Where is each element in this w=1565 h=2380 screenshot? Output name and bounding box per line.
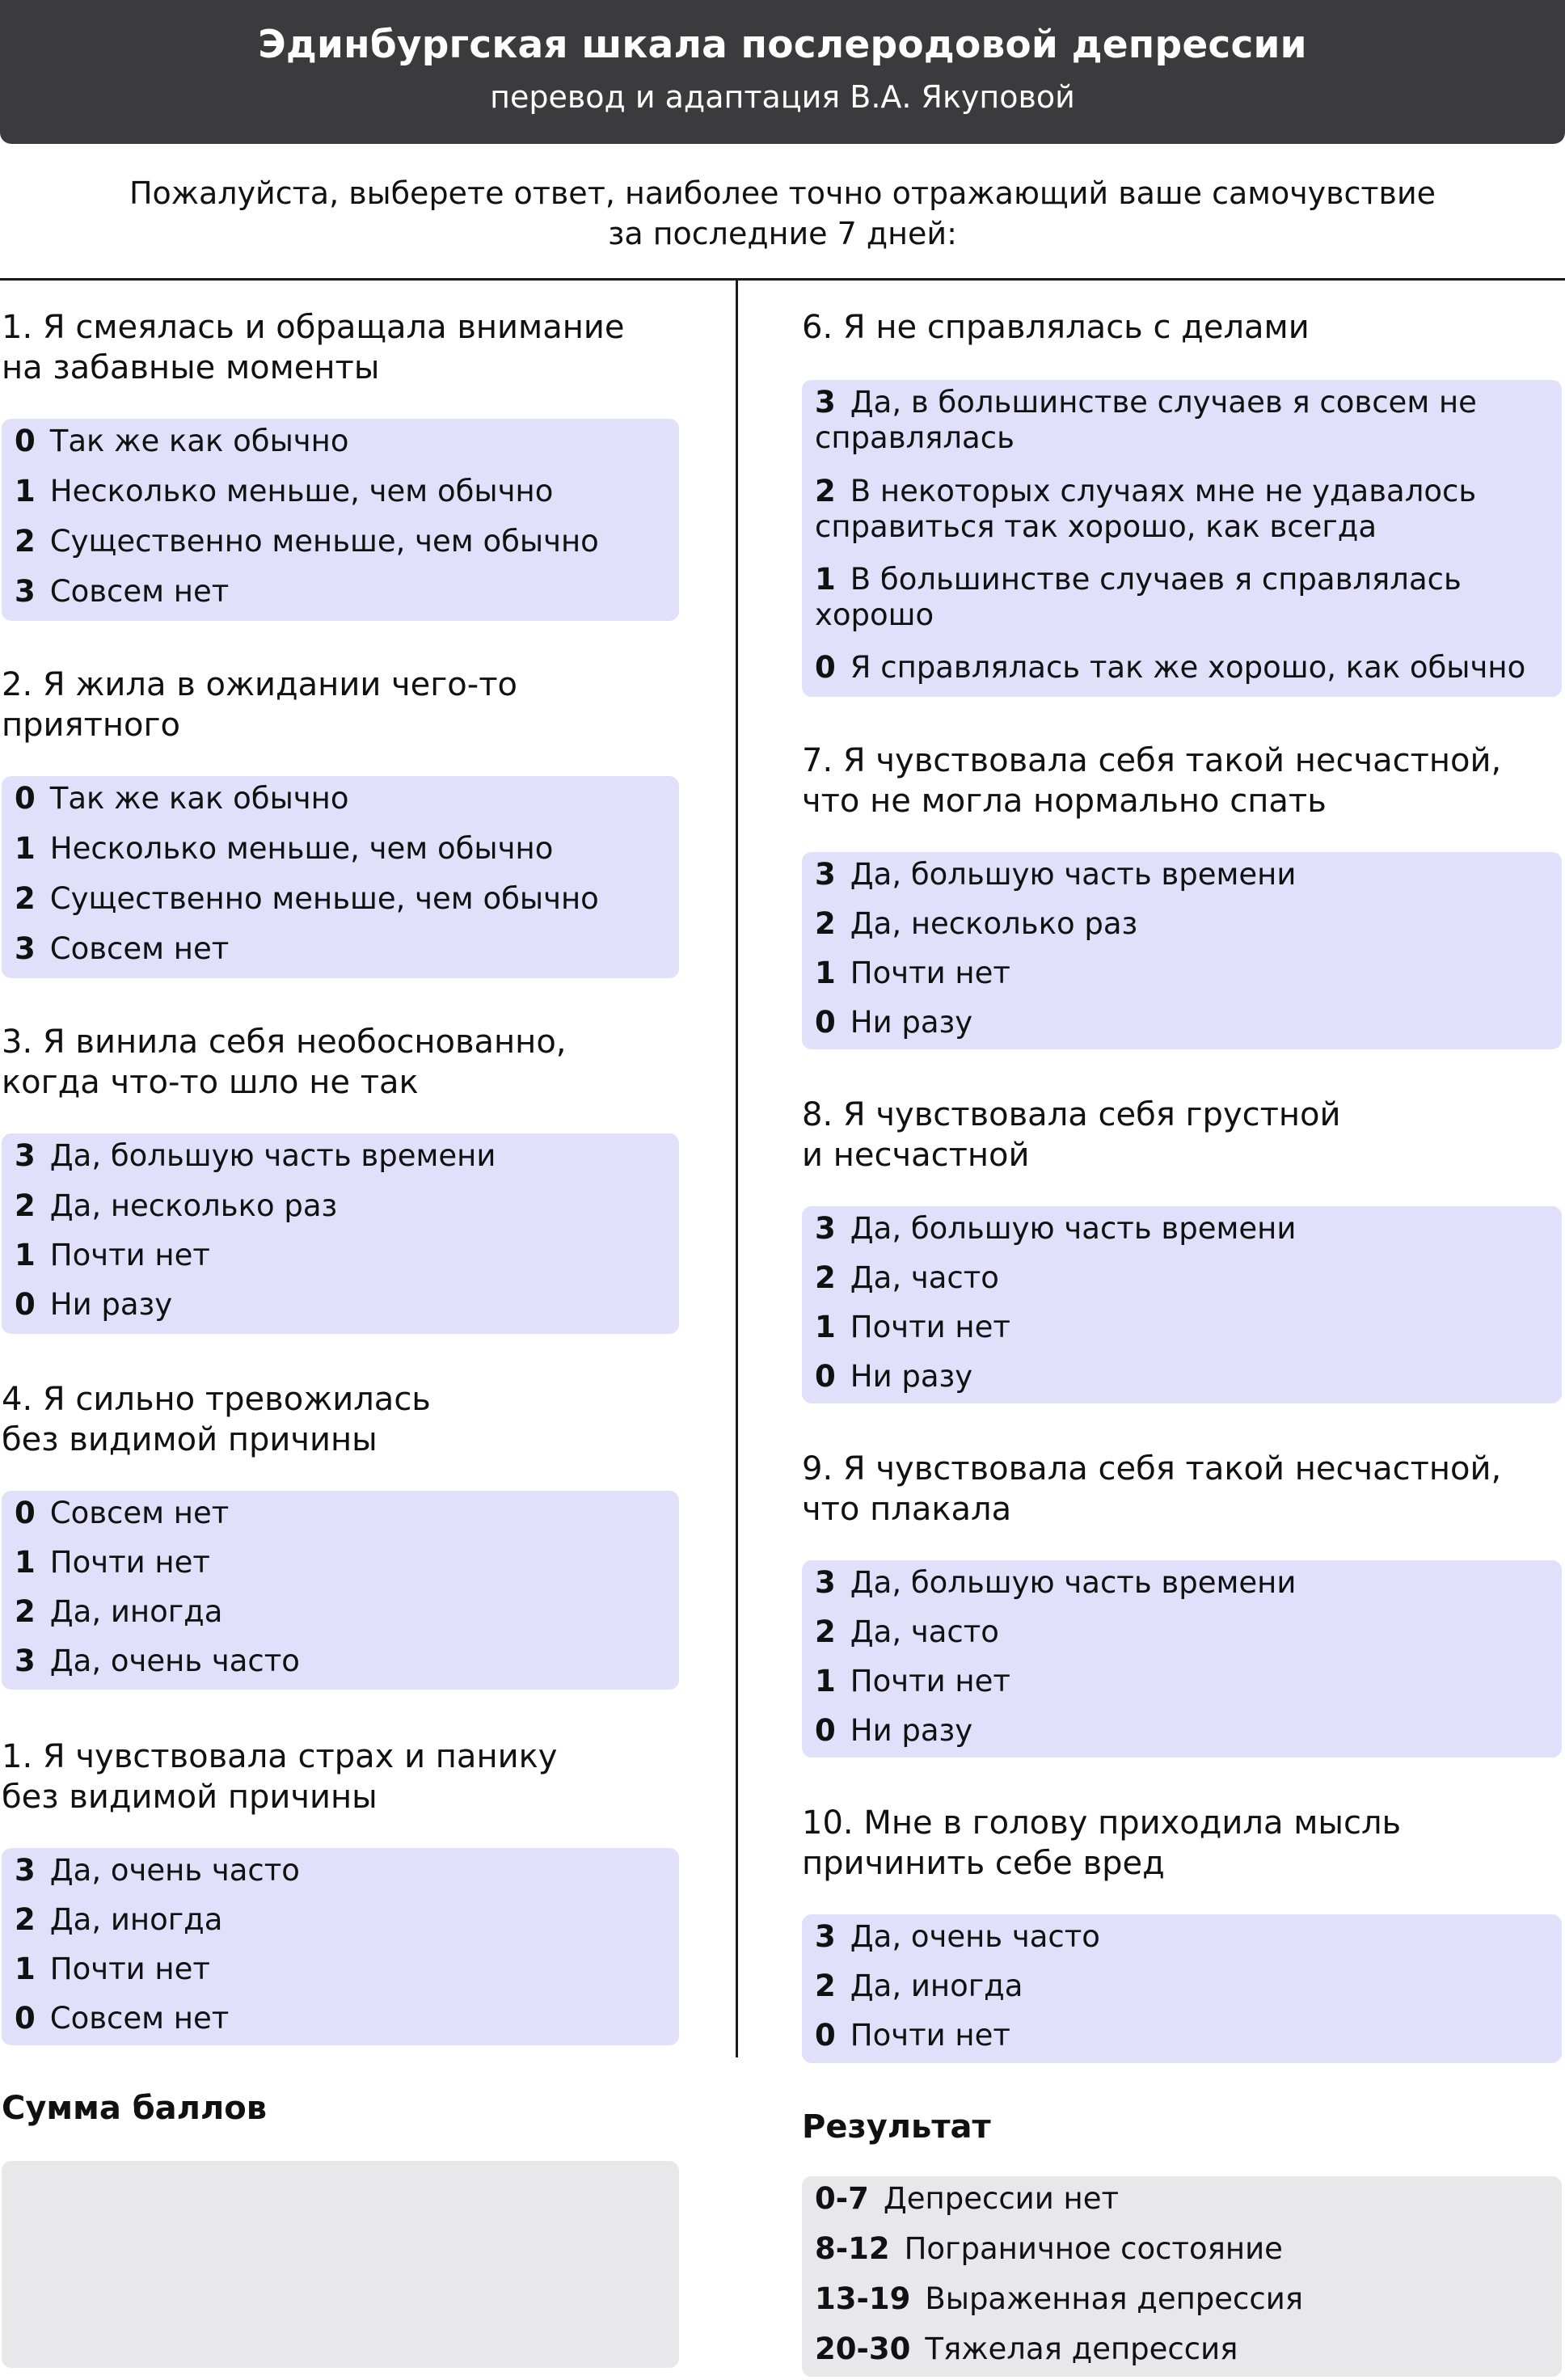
question-7: [802, 741, 1501, 821]
option-text: Да, большую часть времени: [850, 1211, 1297, 1246]
option-text: В большинстве случаев я справлялась хорошо: [815, 562, 1462, 632]
question-1: [2, 307, 625, 388]
option-score: 0: [815, 650, 836, 685]
answer-option[interactable]: [815, 1919, 1100, 1955]
option-score: 2: [815, 1260, 836, 1295]
answer-option[interactable]: [815, 906, 1137, 942]
options-box: [802, 380, 1562, 697]
result-item: [815, 2331, 1238, 2367]
horizontal-divider: [0, 278, 1565, 281]
question-5: [2, 1736, 557, 1817]
option-score: 0: [815, 1359, 836, 1394]
answer-option[interactable]: [15, 524, 599, 559]
option-score: 3: [15, 931, 36, 966]
answer-option[interactable]: [815, 956, 1010, 991]
option-score: 2: [15, 1594, 36, 1629]
option-text: Почти нет: [49, 1238, 210, 1272]
option-text: Так же как обычно: [49, 424, 349, 458]
question-6: [802, 307, 1310, 348]
option-text: Почти нет: [49, 1952, 210, 1986]
answer-option[interactable]: [815, 385, 1550, 456]
question-line: 7. Я чувствовала себя такой несчастной,: [802, 742, 1502, 779]
option-score: 2: [15, 881, 36, 916]
answer-option[interactable]: [15, 1853, 300, 1888]
question-line: 6. Я не справлялась с делами: [802, 309, 1310, 346]
answer-option[interactable]: [815, 1005, 972, 1040]
option-score: 2: [815, 1614, 836, 1649]
result-item: [815, 2231, 1283, 2267]
answer-option[interactable]: [15, 1287, 172, 1323]
question-line: 1. Я чувствовала страх и панику: [2, 1738, 558, 1775]
option-text: Несколько меньше, чем обычно: [49, 474, 554, 508]
result-range: 8-12: [815, 2231, 890, 2266]
answer-option[interactable]: [815, 1565, 1296, 1601]
options-box: [802, 1914, 1562, 2063]
question-9: [802, 1449, 1501, 1530]
result-box: [802, 2176, 1562, 2377]
result-label: Результат: [802, 2108, 991, 2146]
option-score: 1: [815, 956, 836, 990]
question-line: на забавные моменты: [2, 349, 380, 386]
answer-option[interactable]: [815, 1260, 999, 1296]
option-text: Почти нет: [850, 956, 1010, 990]
option-text: Ни разу: [49, 1287, 173, 1322]
options-box: [2, 1848, 679, 2045]
option-text: Ни разу: [850, 1359, 973, 1394]
option-score: 1: [15, 474, 36, 508]
option-score: 0: [815, 1005, 836, 1040]
result-range: 13-19: [815, 2281, 911, 2316]
answer-option[interactable]: [815, 1713, 972, 1749]
question-4: [2, 1379, 431, 1460]
answer-option[interactable]: [15, 1545, 210, 1580]
answer-option[interactable]: [815, 1359, 972, 1395]
option-score: 0: [15, 1287, 36, 1322]
option-text: Ни разу: [850, 1713, 973, 1748]
option-score: 1: [15, 831, 36, 866]
answer-option[interactable]: [15, 574, 229, 610]
answer-option[interactable]: [15, 424, 348, 459]
question-2: [2, 665, 517, 745]
option-score: 1: [815, 1664, 836, 1698]
answer-option[interactable]: [15, 1188, 337, 1224]
option-score: 2: [815, 1969, 836, 2003]
result-text: Депрессии нет: [883, 2181, 1120, 2216]
options-box: [2, 1133, 679, 1334]
option-score: 2: [15, 1188, 36, 1223]
answer-option[interactable]: [15, 1644, 300, 1679]
options-box: [2, 419, 679, 621]
option-score: 1: [15, 1238, 36, 1272]
option-score: 2: [15, 524, 36, 559]
question-line: когда что-то шло не так: [2, 1064, 419, 1101]
option-score: 0: [15, 781, 36, 816]
question-line: без видимой причины: [2, 1421, 378, 1458]
option-text: Совсем нет: [49, 1496, 230, 1530]
question-line: и несчастной: [802, 1137, 1030, 1174]
instruction-line-2: за последние 7 дней:: [608, 216, 957, 251]
option-text: Да, очень часто: [49, 1853, 300, 1888]
option-score: 2: [15, 1902, 36, 1937]
options-box: [2, 776, 679, 978]
option-score: 0: [815, 1713, 836, 1748]
sum-input-box[interactable]: [2, 2161, 679, 2368]
result-range: 0-7: [815, 2181, 869, 2216]
option-score: 1: [815, 562, 836, 597]
option-text: Совсем нет: [49, 2001, 230, 2036]
option-text: Да, очень часто: [49, 1644, 300, 1678]
option-score: 0: [815, 2018, 836, 2053]
header-banner: [0, 0, 1565, 144]
answer-option[interactable]: [15, 2001, 229, 2036]
option-text: Да, иногда: [49, 1902, 223, 1937]
option-score: 3: [15, 1644, 36, 1678]
result-item: [815, 2181, 1119, 2217]
answer-option[interactable]: [15, 1952, 210, 1987]
option-score: 3: [815, 1211, 836, 1246]
option-score: 3: [815, 1565, 836, 1600]
question-10: [802, 1803, 1401, 1884]
question-line: 1. Я смеялась и обращала внимание: [2, 309, 625, 346]
question-line: 3. Я винила себя необоснованно,: [2, 1023, 567, 1061]
option-score: 3: [15, 1853, 36, 1888]
option-text: Да, часто: [850, 1260, 999, 1295]
answer-option[interactable]: [815, 1969, 1023, 2004]
question-line: 10. Мне в голову приходила мысль: [802, 1804, 1402, 1842]
option-text: Ни разу: [850, 1005, 973, 1040]
question-line: причинить себе вред: [802, 1845, 1165, 1882]
question-3: [2, 1022, 567, 1103]
question-line: 8. Я чувствовала себя грустной: [802, 1096, 1341, 1133]
option-score: 1: [815, 1310, 836, 1344]
answer-option[interactable]: [15, 1238, 210, 1273]
answer-option[interactable]: [815, 562, 1550, 633]
sum-label: Сумма баллов: [2, 2090, 268, 2127]
options-box: [2, 1491, 679, 1690]
option-text: Существенно меньше, чем обычно: [49, 524, 599, 559]
option-text: Несколько меньше, чем обычно: [49, 831, 554, 866]
option-text: Почти нет: [49, 1545, 210, 1580]
option-text: Да, часто: [850, 1614, 999, 1649]
answer-option[interactable]: [815, 650, 1525, 686]
option-text: Да, несколько раз: [49, 1188, 338, 1223]
answer-option[interactable]: [815, 1211, 1296, 1247]
question-line: приятного: [2, 707, 181, 744]
answer-option[interactable]: [815, 474, 1550, 545]
page-title: Эдинбургская шкала послеродовой депрессии: [258, 23, 1307, 67]
option-text: Существенно меньше, чем обычно: [49, 881, 599, 916]
answer-option[interactable]: [15, 1594, 222, 1630]
result-text: Выраженная депрессия: [925, 2281, 1304, 2316]
question-line: 2. Я жила в ожидании чего-то: [2, 666, 517, 703]
answer-option[interactable]: [15, 474, 553, 509]
option-text: Совсем нет: [49, 931, 230, 966]
option-text: Я справлялась так же хорошо, как обычно: [850, 650, 1526, 685]
option-score: 3: [15, 574, 36, 609]
answer-option[interactable]: [815, 2018, 1010, 2053]
option-text: Да, иногда: [49, 1594, 223, 1629]
option-text: Да, большую часть времени: [850, 1565, 1297, 1600]
option-score: 1: [15, 1545, 36, 1580]
option-score: 0: [15, 1496, 36, 1530]
option-score: 3: [815, 1919, 836, 1954]
instruction-line-1: Пожалуйста, выберете ответ, наиболее точно отражающий ваше самочувствие: [129, 175, 1436, 211]
answer-option[interactable]: [15, 1902, 222, 1938]
answer-option[interactable]: [15, 1138, 496, 1174]
answer-option[interactable]: [815, 1614, 999, 1650]
answer-option[interactable]: [815, 857, 1296, 892]
option-score: 0: [15, 2001, 36, 2036]
answer-option[interactable]: [815, 1664, 1010, 1699]
question-8: [802, 1095, 1341, 1175]
answer-option[interactable]: [15, 1496, 229, 1531]
question-line: без видимой причины: [2, 1779, 378, 1816]
answer-option[interactable]: [15, 931, 229, 967]
option-text: В некоторых случаях мне не удавалось справиться так хорошо, как всегда: [815, 474, 1477, 544]
instruction-text: [65, 173, 1500, 254]
options-box: [802, 1560, 1562, 1758]
option-score: 2: [815, 474, 836, 508]
answer-option[interactable]: [815, 1310, 1010, 1345]
option-text: Так же как обычно: [49, 781, 349, 816]
column-divider: [736, 281, 738, 2057]
result-item: [815, 2281, 1303, 2317]
result-range: 20-30: [815, 2331, 911, 2366]
option-text: Да, в большинстве случаев я совсем не справлялась: [815, 385, 1477, 455]
options-box: [802, 1206, 1562, 1403]
option-text: Почти нет: [850, 1310, 1010, 1344]
option-text: Почти нет: [850, 1664, 1010, 1698]
option-text: Да, иногда: [850, 1969, 1023, 2003]
answer-option[interactable]: [15, 831, 553, 867]
option-text: Да, большую часть времени: [49, 1138, 496, 1173]
question-line: 4. Я сильно тревожилась: [2, 1381, 431, 1418]
question-line: что плакала: [802, 1491, 1012, 1528]
question-line: 9. Я чувствовала себя такой несчастной,: [802, 1450, 1502, 1488]
option-text: Да, несколько раз: [850, 906, 1138, 941]
option-text: Совсем нет: [49, 574, 230, 609]
result-text: Пограничное состояние: [904, 2231, 1283, 2266]
option-text: Да, очень часто: [850, 1919, 1100, 1954]
answer-option[interactable]: [15, 881, 599, 917]
options-box: [802, 852, 1562, 1049]
option-score: 2: [815, 906, 836, 941]
option-score: 3: [815, 385, 836, 420]
option-text: Почти нет: [850, 2018, 1010, 2053]
option-score: 1: [15, 1952, 36, 1986]
answer-option[interactable]: [15, 781, 348, 817]
option-text: Да, большую часть времени: [850, 857, 1297, 892]
page-subtitle: перевод и адаптация В.А. Якуповой: [490, 79, 1075, 115]
option-score: 3: [815, 857, 836, 892]
option-score: 0: [15, 424, 36, 458]
result-text: Тяжелая депрессия: [925, 2331, 1238, 2366]
question-line: что не могла нормально спать: [802, 783, 1327, 820]
option-score: 3: [15, 1138, 36, 1173]
